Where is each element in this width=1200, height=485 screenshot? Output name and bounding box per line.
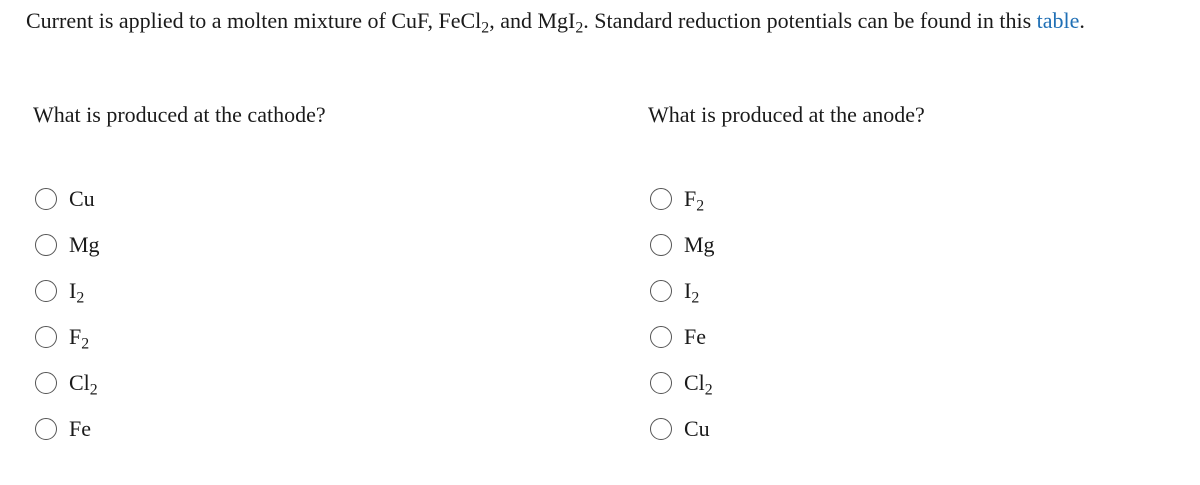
intro-subscript-1: 2	[481, 19, 490, 37]
option-label: Cu	[69, 186, 95, 211]
intro-text-4: .	[1079, 8, 1085, 33]
anode-option[interactable]	[650, 406, 715, 452]
radio-button[interactable]	[650, 372, 672, 394]
anode-option[interactable]	[650, 222, 715, 268]
option-label: $F_2$	[69, 324, 90, 353]
intro-subscript-2: 2	[575, 19, 584, 37]
cathode-options	[35, 176, 100, 452]
cathode-option[interactable]	[35, 176, 100, 222]
cathode-option[interactable]	[35, 406, 100, 452]
option-label: $I_2$	[684, 278, 700, 307]
cathode-question: What is produced at the cathode?	[33, 102, 326, 127]
radio-button[interactable]	[35, 188, 57, 210]
intro-text-1: Current is applied to a molten mixture of CuF, FeCl	[26, 8, 482, 33]
radio-button[interactable]	[35, 418, 57, 440]
cathode-option[interactable]	[35, 360, 100, 406]
intro-text-3: . Standard reduction potentials can be found in this	[583, 8, 1037, 33]
option-label: Mg	[684, 232, 715, 257]
radio-button[interactable]	[650, 418, 672, 440]
anode-question: What is produced at the anode?	[648, 102, 925, 127]
radio-button[interactable]	[650, 280, 672, 302]
radio-button[interactable]	[35, 326, 57, 348]
anode-option[interactable]	[650, 268, 715, 314]
option-label: Fe	[69, 416, 91, 441]
cathode-option[interactable]	[35, 314, 100, 360]
anode-option[interactable]	[650, 360, 715, 406]
radio-button[interactable]	[35, 234, 57, 256]
anode-option[interactable]	[650, 176, 715, 222]
radio-button[interactable]	[650, 188, 672, 210]
radio-button[interactable]	[650, 326, 672, 348]
option-label: $I_2$	[69, 278, 85, 307]
anode-options	[650, 176, 715, 452]
cathode-option[interactable]	[35, 268, 100, 314]
table-link[interactable]: table	[1036, 8, 1080, 33]
anode-option[interactable]	[650, 314, 715, 360]
option-label: $Cl_2$	[684, 370, 713, 399]
problem-statement	[26, 6, 1085, 36]
option-label: Fe	[684, 324, 706, 349]
radio-button[interactable]	[35, 372, 57, 394]
option-label: Mg	[69, 232, 100, 257]
intro-text-2: , and MgI	[489, 8, 576, 33]
radio-button[interactable]	[650, 234, 672, 256]
option-label: $F_2$	[684, 186, 705, 215]
cathode-option[interactable]	[35, 222, 100, 268]
radio-button[interactable]	[35, 280, 57, 302]
option-label: Cu	[684, 416, 710, 441]
option-label: $Cl_2$	[69, 370, 98, 399]
